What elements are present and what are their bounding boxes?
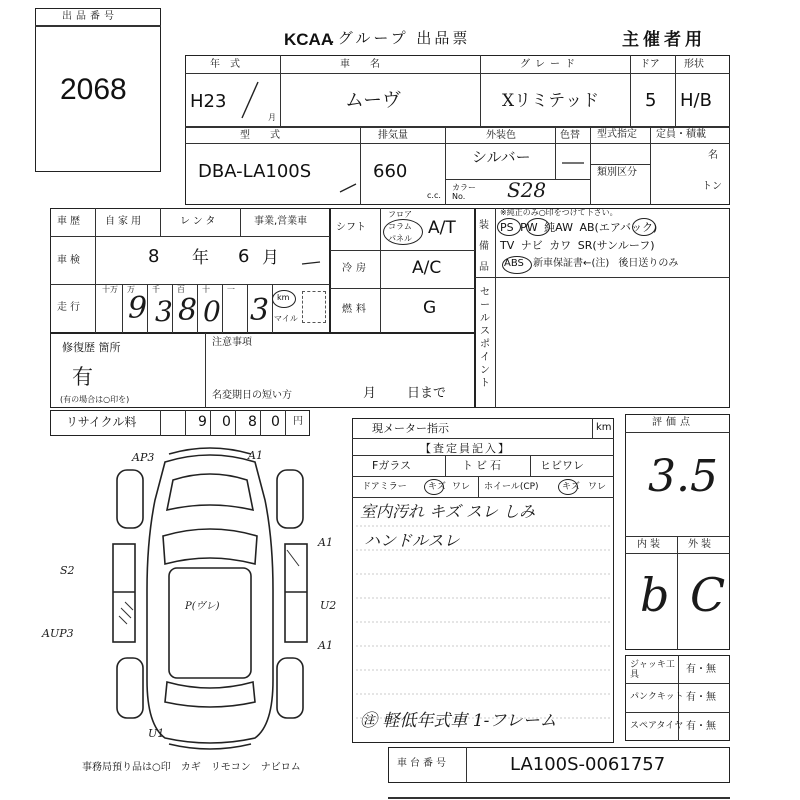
history-business: 事業,営業車 <box>254 216 308 227</box>
year-month-unit: 月 <box>268 113 276 122</box>
shift-column: コラム <box>388 222 412 231</box>
capacity-label: 定員・積載 <box>656 129 706 140</box>
shift-label: シフト <box>336 222 366 233</box>
attention-label: 注意事項 <box>212 337 252 348</box>
door-label: ドア <box>640 59 660 70</box>
mileage-digit-1: 9 <box>128 291 148 326</box>
repair-note: (有の場合は○印を) <box>60 395 130 404</box>
abs-circle <box>502 256 532 274</box>
shift-panel: パネル <box>388 234 412 243</box>
lot-number-header: 出品番号 <box>62 11 118 22</box>
exterior-label: 外装 <box>688 539 714 550</box>
wheel-ware: ワレ <box>588 482 607 492</box>
digit-label-5: 一 <box>227 285 235 294</box>
damage-label-a1-rear: A1 <box>318 639 333 652</box>
year-label: 年 式 <box>210 59 240 70</box>
spare-option: 有・無 <box>686 721 716 732</box>
inspection-year: 8 <box>148 246 160 267</box>
model-label: 型 式 <box>240 130 280 141</box>
recycle-digit-1: 9 <box>198 414 207 430</box>
mileage-stamp-box <box>302 291 326 323</box>
meter-km: km <box>596 422 612 433</box>
puncture-label: パンクキット <box>630 692 684 702</box>
recycle-yen: 円 <box>293 416 303 427</box>
digit-label-1: 万 <box>127 285 135 294</box>
grade-value: Xリミテッド <box>502 91 600 111</box>
chassis-value: LA100S-0061757 <box>510 754 666 775</box>
recycle-digit-4: 0 <box>271 414 280 430</box>
repair-value: 有 <box>72 365 93 389</box>
damage-label-a1-top: A1 <box>248 449 263 462</box>
interior-label: 内装 <box>637 539 663 550</box>
damage-label-u1: U1 <box>148 727 165 740</box>
car-body-diagram <box>95 440 325 750</box>
door-mirror-label: ドアミラー <box>362 482 407 492</box>
aircon-label: 冷房 <box>342 263 370 274</box>
shift-floor: フロア <box>388 210 412 219</box>
puncture-option: 有・無 <box>686 692 716 703</box>
aircon-value: A/C <box>412 258 442 278</box>
mileage-label: 走行 <box>57 302 83 313</box>
equipment-row3: ABS 新車保証書←(注) 後日送りのみ <box>504 258 679 269</box>
model-spec-label: 型式指定 <box>597 129 637 140</box>
history-rental: レンタ <box>180 216 219 227</box>
damage-label-ap3: AP3 <box>132 451 155 464</box>
inspector-note-3: ㊟ 軽低年式車 1-フレーム <box>360 711 557 731</box>
meter-label: 現メーター指示 <box>372 422 449 435</box>
year-value: H23 <box>190 91 227 112</box>
mileage-digit-5: 3 <box>250 293 270 328</box>
usage-label: 主催者用 <box>622 30 706 50</box>
mileage-digit-3: 8 <box>178 293 198 328</box>
jack-label: ジャッキ工具 <box>630 660 675 680</box>
fuel-value: G <box>423 298 437 318</box>
inspection-label: 車検 <box>57 255 83 266</box>
spare-label: スペアタイヤ <box>630 721 684 731</box>
inspection-month: 6 <box>238 246 250 267</box>
recycle-label: リサイクル料 <box>66 415 137 429</box>
mileage-mile: マイル <box>274 314 298 323</box>
form-title: .グループ 出品票 <box>330 29 471 47</box>
color-no-value: S28 <box>507 178 547 202</box>
grade-label: グレード <box>520 59 580 70</box>
column-circle <box>383 219 423 245</box>
damage-label-roof: P(ヴレ) <box>185 601 220 612</box>
inspection-month-unit: 月 <box>262 248 279 268</box>
mileage-km: km <box>277 293 290 302</box>
inspection-year-unit: 年 <box>192 248 209 268</box>
equipment-table <box>475 208 730 408</box>
chassis-label: 車台番号 <box>397 758 449 769</box>
kcaa-logo: KCAA <box>284 30 334 49</box>
history-label: 車歴 <box>57 216 83 227</box>
door-value: 5 <box>645 90 657 111</box>
wheel-kizu-circle <box>558 479 578 495</box>
score-value: 3.5 <box>648 451 718 502</box>
jack-option: 有・無 <box>686 664 716 675</box>
damage-label-u2: U2 <box>320 599 337 612</box>
damage-label-s2: S2 <box>60 564 75 577</box>
recycle-digit-2: 0 <box>222 414 231 430</box>
mileage-digit-2: 3 <box>155 295 173 328</box>
digit-label-4: 十 <box>202 285 210 294</box>
hibiware-label: ヒビワレ <box>540 459 584 472</box>
ps-circle <box>497 218 521 236</box>
color-change-label: 色替 <box>560 130 580 141</box>
lot-number: 2068 <box>60 73 127 106</box>
displacement-label: 排気量 <box>378 130 408 141</box>
inspector-header: 【査定員記入】 <box>420 442 511 455</box>
sales-point-label: セールスポイント <box>480 287 490 389</box>
score-label: 評価点 <box>652 417 694 428</box>
persons-unit: 名 <box>708 150 718 161</box>
history-private: 自家用 <box>105 216 144 227</box>
door-mirror-ware: ワレ <box>452 482 471 492</box>
car-name-value: ムーヴ <box>345 89 402 111</box>
displacement-value: 660 <box>373 161 408 182</box>
door-mirror-kizu-circle <box>424 479 444 495</box>
shape-value: H/B <box>680 90 712 111</box>
digit-label-2: 千 <box>152 285 160 294</box>
recycle-digit-3: 8 <box>248 414 257 430</box>
inspector-note-2: ハンドルスレ <box>364 531 460 550</box>
equipment-row1: PS PW 純AW AB(エアバック) <box>500 221 658 234</box>
damage-label-aup3: AUP3 <box>42 627 74 640</box>
shift-value: A/T <box>428 218 456 238</box>
inspector-note-1: 室内汚れ キズ スレ しみ <box>360 502 535 521</box>
wheel-kizu: キズ <box>562 482 580 492</box>
exterior-value: C <box>690 568 726 622</box>
door-mirror-kizu: キズ <box>428 482 446 492</box>
equipment-label: 装備品 <box>479 220 489 273</box>
repair-label: 修復歴 箇所 <box>62 341 121 354</box>
color-no-label: カラーNo. <box>452 183 476 201</box>
interior-value: b <box>640 568 670 622</box>
digit-label-0: 十万 <box>102 285 118 294</box>
name-change-day: 日まで <box>407 386 447 401</box>
equipment-row2: TV ナビ カワ SR(サンルーフ) <box>500 239 655 252</box>
pw-circle <box>526 218 550 236</box>
model-value: DBA-LA100S <box>198 161 312 182</box>
damage-label-a1-right: A1 <box>318 536 333 549</box>
color-label: 外装色 <box>486 130 516 141</box>
name-change-label: 名変期日の短い方 <box>212 390 292 401</box>
category-label: 類別区分 <box>597 167 637 178</box>
shape-label: 形状 <box>684 59 704 70</box>
office-note: 事務局預り品は○印 カギ リモコン ナビロム <box>82 762 301 773</box>
wheel-label: ホイール(CP) <box>484 482 539 492</box>
mileage-digit-4: 0 <box>203 295 221 328</box>
fuel-label: 燃料 <box>342 304 370 315</box>
ab-circle <box>632 218 656 236</box>
cc-unit: c.c. <box>427 191 441 200</box>
fglass-label: Fガラス <box>372 459 411 472</box>
tobiishi-label: トビ石 <box>462 459 504 472</box>
car-name-label: 車 名 <box>340 59 380 70</box>
equipment-note: ※純正のみ○印をつけて下さい。 <box>500 208 618 217</box>
digit-label-3: 百 <box>177 285 185 294</box>
name-change-month: 月 <box>363 386 377 401</box>
color-value: シルバー <box>472 148 531 166</box>
tons-unit: トン <box>702 181 722 192</box>
